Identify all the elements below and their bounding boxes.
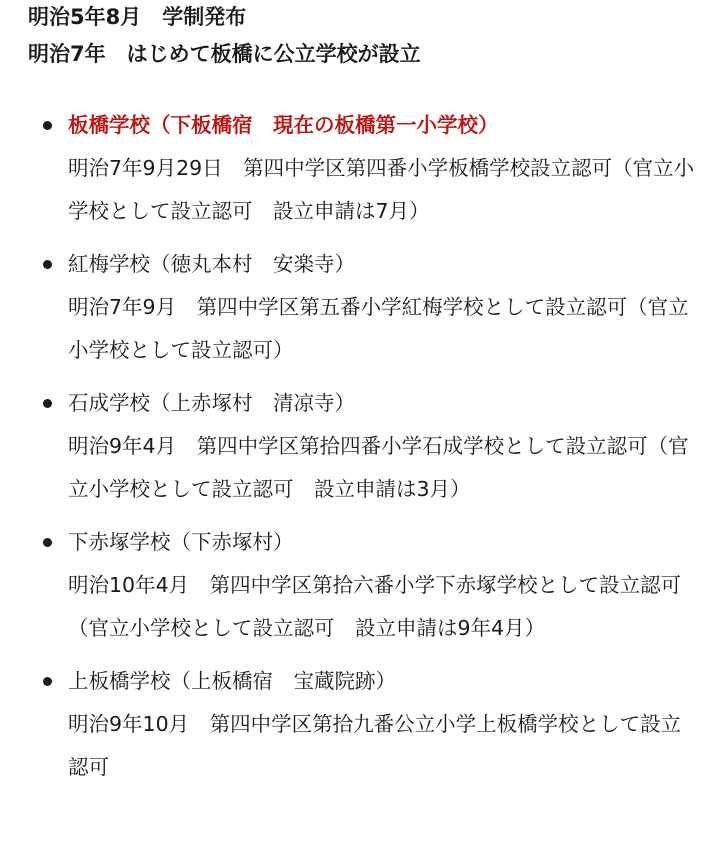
school-detail: 明治9年10月 第四中学区第拾九番公立小学上板橋学校として設立認可 <box>68 712 682 779</box>
bullet-icon <box>43 677 52 686</box>
school-name: 板橋学校（下板橋宿 現在の板橋第一小学校） <box>68 113 499 137</box>
school-detail: 明治7年9月 第四中学区第五番小学紅梅学校として設立認可（官立小学校として設立認可） <box>68 295 689 362</box>
list-item-shimoakatsuka-school <box>28 521 700 650</box>
list-item-itabashi-school <box>28 104 700 233</box>
heading-first-public-school: 明治7年 はじめて板橋に公立学校が設立 <box>28 42 421 66</box>
bullet-icon <box>43 538 52 547</box>
school-detail: 明治10年4月 第四中学区第拾六番小学下赤塚学校として設立認可（官立小学校として設立認可 設立申請は9年4月） <box>68 573 682 640</box>
bullet-icon <box>43 399 52 408</box>
school-name: 下赤塚学校（下赤塚村） <box>68 530 294 554</box>
bullet-icon <box>43 260 52 269</box>
list-item-kamiitabashi-school <box>28 660 700 789</box>
bullet-icon <box>43 121 52 130</box>
school-detail: 明治9年4月 第四中学区第拾四番小学石成学校として設立認可（官立小学校として設立認可 設立申請は3月） <box>68 434 689 501</box>
list-item-sekisei-school <box>28 382 700 511</box>
list-item-kobai-school <box>28 243 700 372</box>
school-name: 石成学校（上赤塚村 清凉寺） <box>68 391 355 415</box>
school-name: 紅梅学校（徳丸本村 安楽寺） <box>68 252 355 276</box>
heading-gakusei: 明治5年8月 学制発布 <box>28 5 247 29</box>
school-list <box>28 104 700 789</box>
school-detail: 明治7年9月29日 第四中学区第四番小学板橋学校設立認可（官立小学校として設立認可 設立申請は7月） <box>68 156 695 223</box>
school-name: 上板橋学校（上板橋宿 宝蔵院跡） <box>68 669 396 693</box>
